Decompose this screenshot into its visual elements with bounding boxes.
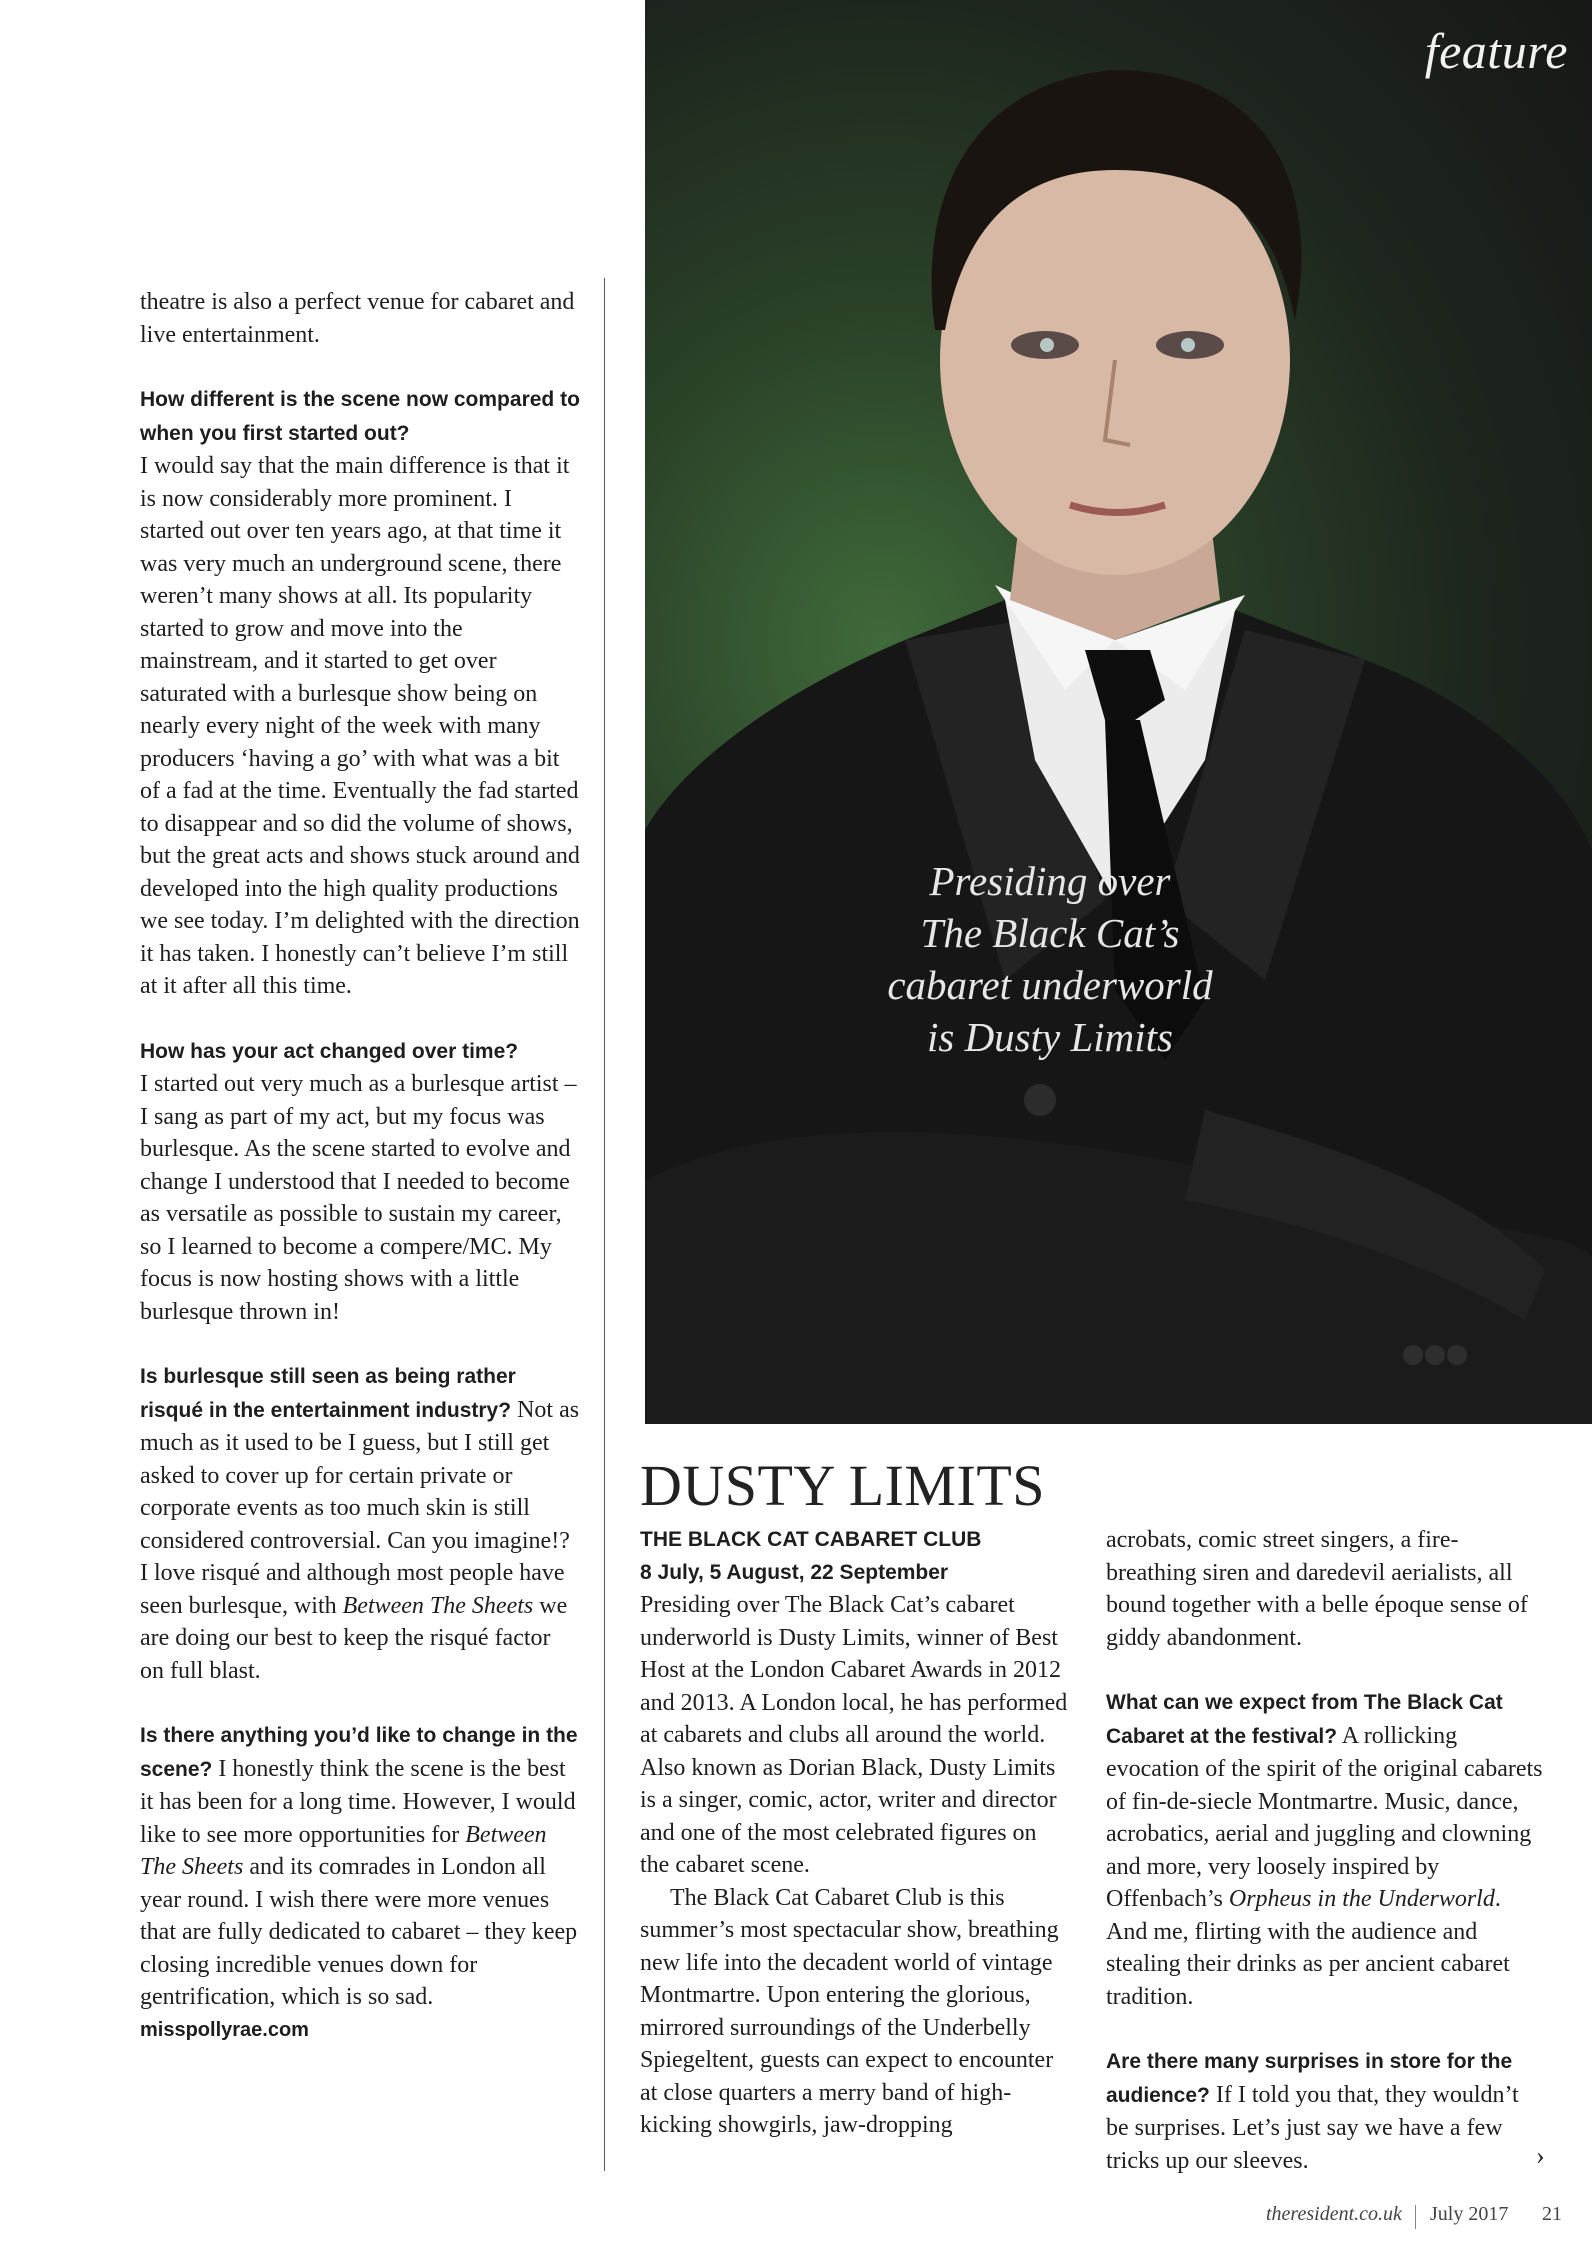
feature-headline: DUSTY LIMITS — [640, 1453, 1046, 1518]
qa-block — [1106, 1686, 1546, 2013]
show-title: Between The Sheets — [342, 1592, 534, 1619]
qa-block — [140, 1719, 580, 2014]
page-number: 21 — [1542, 2203, 1562, 2225]
question: What can we expect from The Black Cat Cabaret at the festival? — [1106, 1691, 1503, 1748]
portrait-illustration — [645, 0, 1592, 1424]
opera-title: Orpheus in the Underworld — [1228, 1886, 1495, 1912]
caption-line: is Dusty Limits — [926, 1014, 1174, 1060]
question: How different is the scene now compared to when you first started out? — [140, 388, 580, 445]
footer-site: theresident.co.uk — [1266, 2203, 1402, 2225]
answer: we are doing our best to keep the risqué factor on full blast. — [140, 1592, 568, 1684]
qa-block — [1106, 2045, 1546, 2177]
qa-block — [140, 1035, 580, 1329]
feature-column-middle — [640, 1524, 1070, 2142]
caption-line: Presiding over — [929, 858, 1171, 904]
question: Are there many surprises in store for the audience? — [1106, 2050, 1513, 2107]
answer: I started out very much as a burlesque artist – I sang as part of my act, but my focus was burlesque. As the scene started to evolve and change I understood that I needed to become as versatile as possible to sustain my career, so I learned to become a compere/MC. My focus is now hosting shows with a little burlesque thrown in! — [140, 1071, 577, 1325]
answer: I would say that the main difference is that it is now considerably more prominent. I started out over ten years ago, at that time it was very much an underground scene, there weren’t many shows at all. Its popularity started to grow and move into the mainstream, and it started to get over saturated with a burlesque show being on nearly every night of the week with many producers ‘having a go’ with what was a bit of a fad at the time. Eventually the fad started to disappear and so did the volume of shows, but the great acts and shows stuck around and developed into the high quality productions we see today. I’m delighted with the direction it has taken. I honestly can’t believe I’m still at it after all this time. — [140, 453, 580, 999]
qa-block — [140, 1360, 580, 1687]
question: Is burlesque still seen as being rather risqué in the entertainment industry? — [140, 1365, 516, 1422]
answer: and its comrades in London all year round. I wish there were more venues that are fully dedicated to cabaret – they keep closing incredible venues down for gentrification, which is so sad. — [140, 1854, 578, 2010]
question: How has your act changed over time? — [140, 1039, 519, 1063]
event-dates: 8 July, 5 August, 22 September — [640, 1560, 949, 1584]
question: Is there anything you’d like to change in the scene? — [140, 1724, 578, 1781]
answer: A rollicking evocation of the spirit of the original cabarets of fin-de-siecle Montmartre. Music, dance, acrobatics, aerial and juggling and clowning and more, very loosely inspired by Offenbach’s — [1106, 1722, 1543, 1912]
event-name: THE BLACK CAT CABARET CLUB — [640, 1528, 982, 1551]
qa-block — [140, 383, 580, 1003]
footer-date: July 2017 — [1430, 2203, 1509, 2225]
answer: Not as much as it used to be I guess, but I still get asked to cover up for certain private or corporate events as too much skin is still considered controversial. Can you imagine!? I love risqué and although most people have seen burlesque, with — [140, 1396, 580, 1619]
continue-arrow-icon: › — [1536, 2141, 1545, 2170]
photo-caption — [705, 855, 1395, 1063]
caption-line: cabaret underworld — [887, 962, 1213, 1008]
portrait-photo — [645, 0, 1592, 1424]
caption-line: The Black Cat’s — [920, 910, 1180, 956]
section-label: feature — [1424, 23, 1568, 79]
answer: I honestly think the scene is the best it has been for a long time. However, I would like to see more opportunities for — [140, 1755, 576, 1848]
feature-column-right — [1106, 1524, 1546, 2177]
answer: If I told you that, they wouldn’t be surprises. Let’s just say we have a few tricks up our sleeves. — [1106, 2081, 1519, 2174]
paragraph: The Black Cat Cabaret Club is this summer’s most spectacular show, breathing new life into the decadent world of vintage Montmartre. Upon entering the glorious, mirrored surroundings of the Underbelly Spiegeltent, guests can expect to encounter at close quarters a merry band of high-kicking showgirls, jaw-dropping — [640, 1884, 1059, 2138]
show-title: Between The Sheets — [140, 1821, 547, 1880]
interview-column-left — [140, 286, 580, 2046]
paragraph: acrobats, comic street singers, a fire-breathing siren and daredevil aerialists, all bound together with a belle époque sense of giddy abandonment. — [1106, 1527, 1528, 1651]
paragraph: Presiding over The Black Cat’s cabaret underworld is Dusty Limits, winner of Best Host at the London Cabaret Awards in 2012 and 2013. A London local, he has performed at cabarets and clubs all around the world. Also known as Dorian Black, Dusty Limits is a singer, comic, actor, writer and director and one of the most celebrated figures on the cabaret scene. — [640, 1592, 1068, 1878]
answer: . And me, flirting with the audience and stealing their drinks as per ancient cabaret tradition. — [1106, 1886, 1510, 2010]
paragraph: theatre is also a perfect venue for cabaret and live entertainment. — [140, 289, 575, 348]
website-link[interactable]: misspollyrae.com — [140, 2018, 309, 2041]
column-divider — [604, 278, 605, 2171]
footer-divider — [1415, 2205, 1416, 2229]
